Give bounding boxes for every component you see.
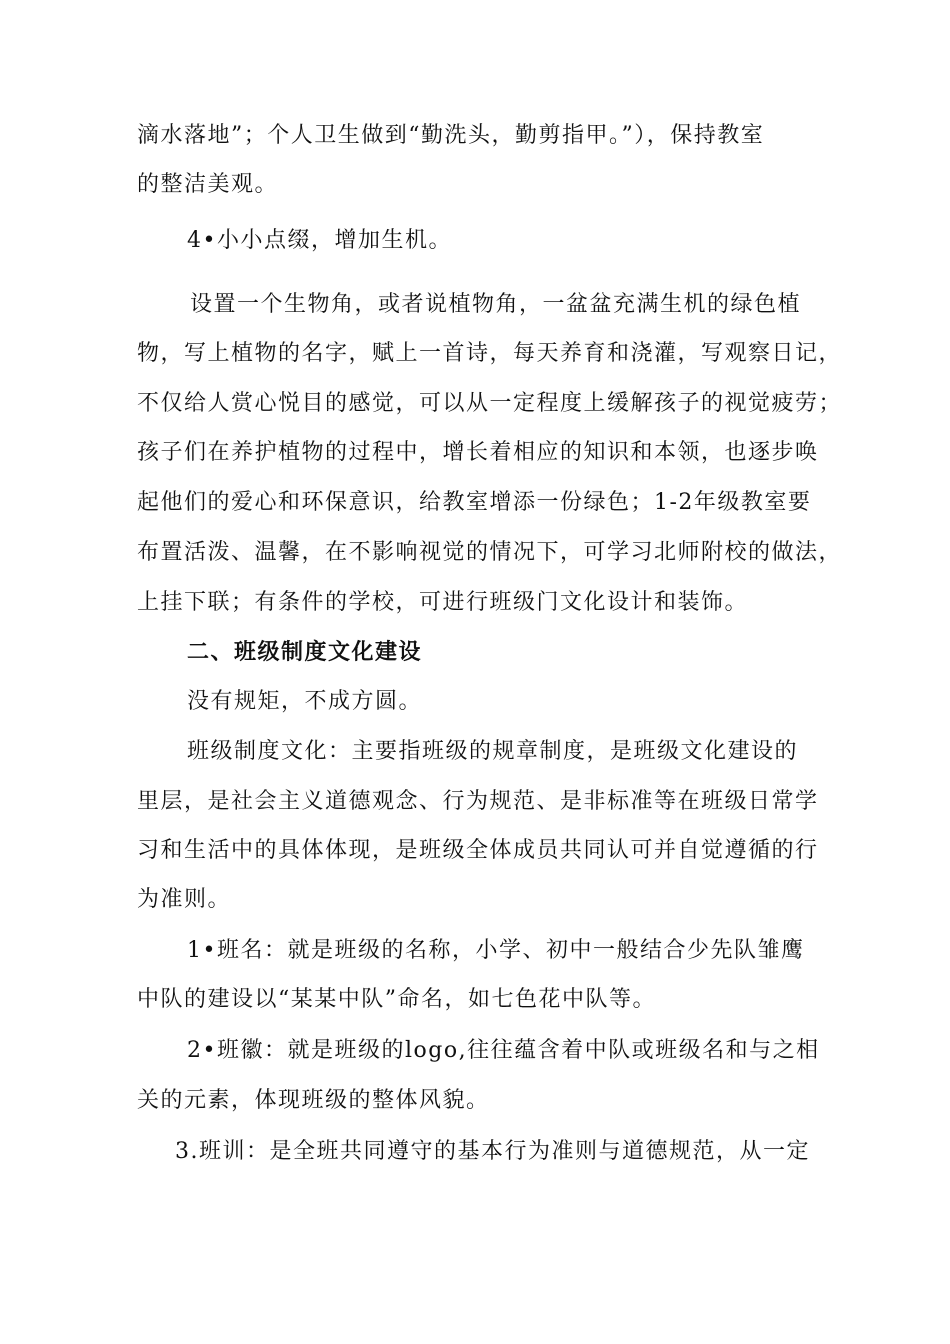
paragraph-line: 中队的建设以“某某中队”命名，如七色花中队等。 (137, 987, 656, 1012)
paragraph-line: 孩子们在养护植物的过程中，增长着相应的知识和本领，也逐步唤 (137, 440, 819, 465)
paragraph-line: 关的元素，体现班级的整体风貌。 (137, 1088, 490, 1113)
list-item-line: 1•班名：就是班级的名称，小学、初中一般结合少先队雏鹰 (187, 938, 805, 963)
list-item-line: 4•小小点缀，增加生机。 (187, 228, 452, 253)
paragraph-line: 班级制度文化：主要指班级的规章制度，是班级文化建设的 (187, 739, 799, 764)
paragraph-line: 习和生活中的具体体现，是班级全体成员共同认可并自觉遵循的行 (137, 838, 819, 863)
list-item-line: 3.班训：是全班共同遵守的基本行为准则与道德规范，从一定 (175, 1139, 810, 1164)
paragraph-line: 设置一个生物角，或者说植物角，一盆盆充满生机的绿色植 (190, 292, 802, 317)
paragraph-line: 布置活泼、温馨，在不影响视觉的情况下，可学习北师附校的做法， (137, 540, 843, 565)
paragraph-line: 里层，是社会主义道德观念、行为规范、是非标准等在班级日常学 (137, 789, 819, 814)
section-heading: 二、班级制度文化建设 (187, 640, 423, 665)
paragraph-line: 物，写上植物的名字，赋上一首诗，每天养育和浇灌，写观察日记， (137, 341, 843, 366)
paragraph-line: 为准则。 (137, 887, 232, 912)
paragraph-line: 没有规矩，不成方圆。 (187, 689, 423, 714)
paragraph-line: 滴水落地”；个人卫生做到“勤洗头，勤剪指甲。”），保持教室 (137, 123, 765, 148)
paragraph-line: 的整洁美观。 (137, 172, 279, 197)
paragraph-line: 不仅给人赏心悦目的感觉，可以从一定程度上缓解孩子的视觉疲劳； (137, 391, 843, 416)
paragraph-line: 起他们的爱心和环保意识，给教室增添一份绿色；1-2年级教室要 (137, 490, 812, 515)
list-item-line: 2•班徽：就是班级的logo,往往蕴含着中队或班级名和与之相 (187, 1038, 820, 1063)
paragraph-line: 上挂下联；有条件的学校，可进行班级门文化设计和装饰。 (137, 590, 749, 615)
